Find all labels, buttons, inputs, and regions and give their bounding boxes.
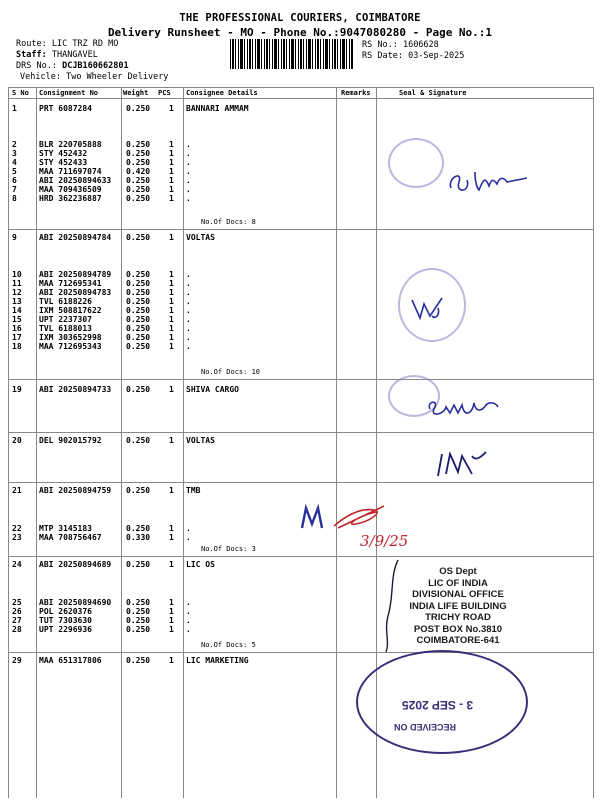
consignee-details: . [186, 306, 191, 315]
consignment-no: STY 452432 [39, 149, 88, 158]
row-sno: 18 [12, 342, 22, 351]
drs-label: DRS No.: [16, 61, 57, 71]
row-sno: 2 [12, 140, 17, 149]
weight: 0.250 [126, 306, 151, 315]
consignee-details: . [186, 185, 191, 194]
consignee-details: . [186, 270, 191, 279]
row-sno: 27 [12, 616, 22, 625]
consignee-details: . [186, 607, 191, 616]
consignment-no: ABI 20250894633 [39, 176, 112, 185]
table-row [9, 297, 593, 306]
consignment-no: ABI 20250894784 [39, 233, 112, 242]
signature [445, 158, 535, 202]
consignee-details: . [186, 297, 191, 306]
consignment-no: ABI 20250894689 [39, 560, 112, 569]
consignee-details: . [186, 625, 191, 634]
rs-info [362, 40, 464, 62]
seal-stamp [388, 138, 444, 188]
pieces: 1 [169, 625, 174, 634]
pieces: 1 [169, 486, 174, 495]
consignment-no: MAA 709436509 [39, 185, 102, 194]
weight: 0.250 [126, 616, 151, 625]
consignee-details: LIC MARKETING [186, 656, 249, 665]
rs-no-line [362, 40, 464, 51]
weight: 0.250 [126, 560, 151, 569]
pieces: 1 [169, 607, 174, 616]
pieces: 1 [169, 306, 174, 315]
col-remarks: Remarks [341, 89, 371, 97]
consignee-details: . [186, 315, 191, 324]
pieces: 1 [169, 194, 174, 203]
received-date: 3 - SEP 2025 [402, 698, 474, 712]
consignment-no: MAA 651317806 [39, 656, 102, 665]
consignee-details: TMB [186, 486, 201, 495]
consignment-no: PRT 6087284 [39, 104, 92, 113]
table-row [9, 656, 593, 665]
vehicle-line [20, 72, 168, 83]
pieces: 1 [169, 533, 174, 542]
lic-stamp-line: COIMBATORE-641 [416, 635, 500, 646]
row-sno: 12 [12, 288, 22, 297]
row-sno: 3 [12, 149, 17, 158]
consignment-no: MAA 711697074 [39, 167, 102, 176]
signature [408, 290, 448, 330]
consignment-no: POL 2620376 [39, 607, 92, 616]
weight: 0.250 [126, 233, 151, 242]
pieces: 1 [169, 656, 174, 665]
consignee-details: . [186, 598, 191, 607]
consignment-no: IXM 508817622 [39, 306, 102, 315]
lic-stamp-line: INDIA LIFE BUILDING [409, 600, 507, 612]
docs-count: No.Of Docs: 5 [201, 641, 256, 649]
row-sno: 5 [12, 167, 17, 176]
consignment-no: ABI 20250894759 [39, 486, 112, 495]
drs-line [16, 61, 129, 72]
consignment-no: ABI 20250894733 [39, 385, 112, 394]
row-sno: 6 [12, 176, 17, 185]
table-row [9, 306, 593, 315]
lic-office-stamp [398, 566, 518, 647]
consignee-details: . [186, 279, 191, 288]
row-sno: 10 [12, 270, 22, 279]
row-sno: 28 [12, 625, 22, 634]
weight: 0.250 [126, 297, 151, 306]
received-stamp [356, 650, 528, 754]
rs-no-value: 1606628 [402, 40, 439, 50]
pieces: 1 [169, 167, 174, 176]
consignment-no: MAA 712695343 [39, 342, 102, 351]
col-weight: Weight [123, 89, 149, 97]
consignment-no: HRD 362236887 [39, 194, 102, 203]
pieces: 1 [169, 436, 174, 445]
pieces: 1 [169, 324, 174, 333]
pieces: 1 [169, 140, 174, 149]
consignee-details: SHIVA CARGO [186, 385, 239, 394]
consignment-no: DEL 902015792 [39, 436, 102, 445]
pieces: 1 [169, 315, 174, 324]
weight: 0.250 [126, 140, 151, 149]
col-pcs: PCS [158, 89, 171, 97]
weight: 0.250 [126, 486, 151, 495]
weight: 0.250 [126, 436, 151, 445]
vehicle-label: Vehicle: [20, 72, 61, 82]
weight: 0.250 [126, 598, 151, 607]
consignment-no: UPT 2296936 [39, 625, 92, 634]
consignment-no: ABI 20250894789 [39, 270, 112, 279]
consignment-no: UPT 2237307 [39, 315, 92, 324]
table-row [9, 149, 593, 158]
consignee-details: BANNARI AMMAM [186, 104, 249, 113]
row-sno: 11 [12, 279, 22, 288]
vehicle-value: Two Wheeler Delivery [66, 72, 169, 82]
pieces: 1 [169, 342, 174, 351]
row-sno: 15 [12, 315, 22, 324]
col-sno: S No [12, 89, 29, 97]
consignee-details: . [186, 288, 191, 297]
pieces: 1 [169, 185, 174, 194]
weight: 0.250 [126, 607, 151, 616]
table-row [9, 385, 593, 394]
weight: 0.330 [126, 533, 151, 542]
consignment-no: MAA 708756467 [39, 533, 102, 542]
consignee-details: . [186, 533, 191, 542]
weight: 0.250 [126, 270, 151, 279]
pieces: 1 [169, 149, 174, 158]
pieces: 1 [169, 288, 174, 297]
pieces: 1 [169, 616, 174, 625]
table-row [9, 342, 593, 351]
barcode [230, 39, 354, 69]
row-sno: 26 [12, 607, 22, 616]
weight: 0.250 [126, 194, 151, 203]
received-label: RECEIVED ON [394, 722, 457, 732]
runsheet-title: Delivery Runsheet - MO - Phone No.:9047080280 - Page No.:1 [107, 26, 493, 39]
table-row [9, 233, 593, 242]
consignee-details: . [186, 616, 191, 625]
pieces: 1 [169, 598, 174, 607]
group-divider [9, 229, 593, 230]
consignee-details: VOLTAS [186, 233, 215, 242]
pieces: 1 [169, 333, 174, 342]
consignee-details: . [186, 167, 191, 176]
drs-value: DCJB160662801 [62, 61, 129, 71]
row-sno: 14 [12, 306, 22, 315]
staff-line [16, 50, 98, 61]
table-row [9, 104, 593, 113]
table-header [9, 88, 593, 99]
table-row [9, 279, 593, 288]
weight: 0.250 [126, 158, 151, 167]
row-sno: 16 [12, 324, 22, 333]
rs-no-label: RS No.: [362, 40, 398, 50]
consignment-no: IXM 303652998 [39, 333, 102, 342]
row-sno: 24 [12, 560, 22, 569]
weight: 0.250 [126, 149, 151, 158]
route-value: LIC TRZ RD MO [51, 39, 119, 49]
consignment-no: ABI 20250894783 [39, 288, 112, 297]
weight: 0.250 [126, 524, 151, 533]
weight: 0.250 [126, 104, 151, 113]
consignment-no: ABI 20250894690 [39, 598, 112, 607]
consignment-no: TUT 7303630 [39, 616, 92, 625]
docs-count: No.Of Docs: 10 [201, 368, 261, 376]
consignee-details: . [186, 524, 191, 533]
consignment-no: TVL 6188013 [39, 324, 92, 333]
lic-stamp-line: OS Dept [439, 566, 477, 577]
row-sno: 7 [12, 185, 17, 194]
pieces: 1 [169, 158, 174, 167]
weight: 0.250 [126, 315, 151, 324]
weight: 0.250 [126, 656, 151, 665]
lic-stamp-line: TRICHY ROAD [425, 612, 491, 623]
staff-label: Staff: [16, 50, 47, 60]
row-sno: 23 [12, 533, 22, 542]
pieces: 1 [169, 270, 174, 279]
docs-count: No.Of Docs: 8 [201, 218, 256, 226]
row-sno: 1 [12, 104, 17, 113]
consignee-details: . [186, 149, 191, 158]
consignment-no: STY 452433 [39, 158, 88, 167]
pieces: 1 [169, 524, 174, 533]
rs-date-label: RS Date: [362, 51, 403, 61]
consignee-details: . [186, 342, 191, 351]
table-row [9, 324, 593, 333]
weight: 0.250 [126, 279, 151, 288]
signature [432, 446, 492, 486]
weight: 0.250 [126, 625, 151, 634]
pieces: 1 [169, 104, 174, 113]
group-divider [9, 379, 593, 380]
pieces: 1 [169, 560, 174, 569]
route-label: Route: [16, 39, 47, 49]
row-sno: 29 [12, 656, 22, 665]
consignee-details: . [186, 324, 191, 333]
consignment-no: MTP 3145183 [39, 524, 92, 533]
table-row [9, 486, 593, 495]
row-sno: 9 [12, 233, 17, 242]
row-sno: 25 [12, 598, 22, 607]
rs-date-line [362, 51, 464, 62]
weight: 0.250 [126, 342, 151, 351]
staff-value: THANGAVEL [51, 50, 98, 60]
lic-stamp-line: LIC OF INDIA [428, 577, 488, 589]
row-sno: 4 [12, 158, 17, 167]
row-sno: 17 [12, 333, 22, 342]
lic-stamp-line: DIVISIONAL OFFICE [412, 589, 504, 600]
weight: 0.250 [126, 385, 151, 394]
row-sno: 20 [12, 436, 22, 445]
consignee-details: LIC OS [186, 560, 215, 569]
row-sno: 21 [12, 486, 22, 495]
consignment-no: BLR 220705888 [39, 140, 102, 149]
group-divider [9, 482, 593, 483]
pieces: 1 [169, 176, 174, 185]
group-divider [9, 652, 593, 653]
row-sno: 22 [12, 524, 22, 533]
consignee-details: . [186, 158, 191, 167]
company-name: THE PROFESSIONAL COURIERS, COIMBATORE [179, 12, 421, 24]
weight: 0.250 [126, 176, 151, 185]
row-sno: 8 [12, 194, 17, 203]
pieces: 1 [169, 297, 174, 306]
handwritten-date: 3/9/25 [360, 532, 409, 550]
consignee-details: VOLTAS [186, 436, 215, 445]
pieces: 1 [169, 279, 174, 288]
table-row [9, 270, 593, 279]
weight: 0.250 [126, 288, 151, 297]
table-row [9, 315, 593, 324]
pieces: 1 [169, 385, 174, 394]
consignee-details: . [186, 140, 191, 149]
weight: 0.250 [126, 185, 151, 194]
row-sno: 19 [12, 385, 22, 394]
pieces: 1 [169, 233, 174, 242]
col-consignee: Consignee Details [186, 89, 258, 97]
signature [424, 385, 504, 425]
weight: 0.420 [126, 167, 151, 176]
consignee-details: . [186, 194, 191, 203]
docs-count: No.Of Docs: 3 [201, 545, 256, 553]
weight: 0.250 [126, 333, 151, 342]
row-sno: 13 [12, 297, 22, 306]
rs-date-value: 03-Sep-2025 [408, 51, 465, 61]
group-divider [9, 432, 593, 433]
col-seal: Seal & Signature [399, 89, 467, 97]
table-row [9, 333, 593, 342]
lic-stamp-line: POST BOX No.3810 [413, 623, 503, 635]
table-row [9, 140, 593, 149]
route-line [16, 39, 118, 50]
consignee-details: . [186, 176, 191, 185]
table-row [9, 288, 593, 297]
consignment-no: MAA 712695341 [39, 279, 102, 288]
col-consignment: Consignment No [39, 89, 99, 97]
consignment-no: TVL 6188226 [39, 297, 92, 306]
weight: 0.250 [126, 324, 151, 333]
consignee-details: . [186, 333, 191, 342]
group-divider [9, 556, 593, 557]
table-row [9, 436, 593, 445]
